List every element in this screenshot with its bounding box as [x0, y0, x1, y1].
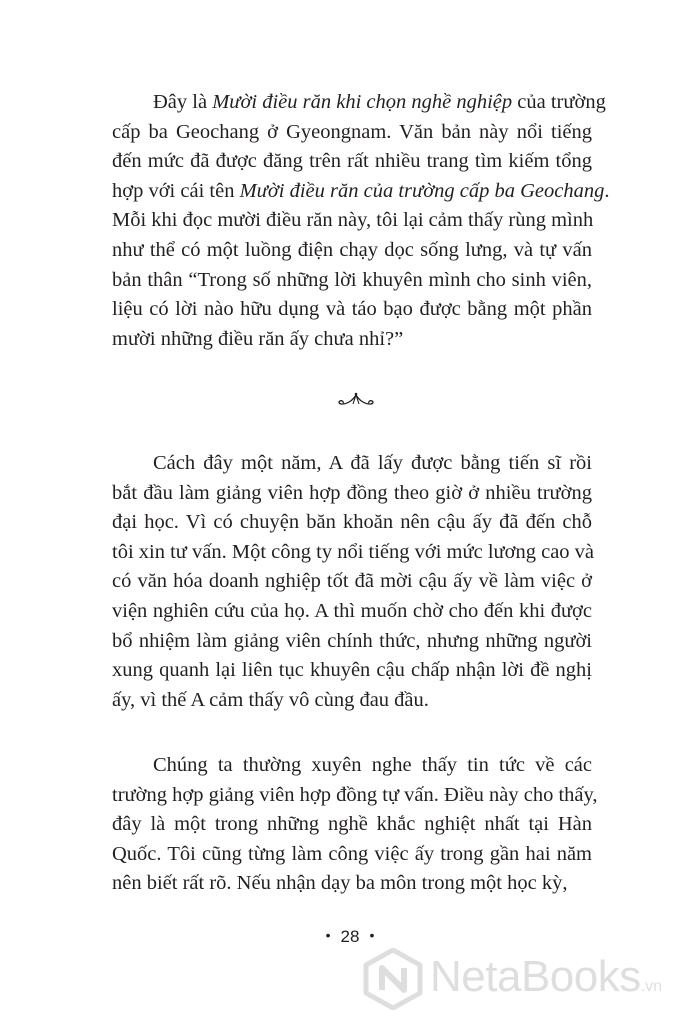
text-segment: như thể có một luồng điện chạy dọc sống lưng, và tự vấn — [112, 238, 592, 261]
italic-title-text: Mười điều răn khi chọn nghề nghiệp — [212, 91, 513, 113]
paragraph-1 — [112, 88, 610, 354]
watermark-suffix: .vn — [640, 978, 663, 995]
text-line — [112, 177, 610, 207]
text-line: viện nghiên cứu của họ. A thì muốn chờ cho đến khi được — [112, 599, 592, 622]
netabooks-logo-icon — [362, 948, 424, 1010]
text-line — [112, 236, 592, 266]
bullet-dot-icon: • — [369, 927, 375, 943]
text-segment: hợp với cái tên — [112, 179, 240, 202]
watermark-text — [430, 952, 662, 1002]
text-line: ấy, vì thế A cảm thấy vô cùng đau đầu. — [112, 688, 429, 711]
text-line — [112, 206, 592, 236]
text-line: có văn hóa doanh nghiệp tốt đã mời cậu ấy về làm việc ở — [112, 570, 592, 593]
text-segment: Mỗi khi đọc mười điều răn này, tôi lại cảm thấy rùng mình — [112, 209, 594, 232]
text-line — [112, 147, 592, 177]
text-line: xung quanh lại liên tục khuyên cậu chấp nhận lời đề nghị — [112, 659, 592, 682]
text-line: Quốc. Tôi cũng từng làm công việc ấy trong gần hai năm — [112, 842, 592, 865]
section-divider-ornament-icon — [336, 391, 376, 409]
bullet-dot-icon: • — [325, 927, 331, 943]
page-number: 28 — [340, 927, 360, 946]
text-line — [112, 325, 592, 355]
text-line: Chúng ta thường xuyên nghe thấy tin tức về các — [153, 754, 592, 776]
text-line: Cách đây một năm, A đã lấy được bằng tiến sĩ rồi — [153, 452, 592, 474]
text-line: trường hợp giảng viên hợp đồng tự vấn. Điều này cho thấy, — [112, 783, 598, 806]
text-line: nên biết rất rõ. Nếu nhận dạy ba môn trong một học kỳ, — [112, 872, 568, 895]
paragraph-3 — [112, 751, 598, 899]
text-line — [112, 88, 606, 118]
text-line — [112, 118, 592, 148]
text-segment: bản thân “Trong số những lời khuyên mình cho sinh viên, — [112, 268, 592, 291]
text-segment: cấp ba Geochang ở Gyeongnam. Văn bản này nổi tiếng — [112, 120, 592, 143]
text-line: đại học. Vì có chuyện băn khoăn nên cậu ấy đã đến chỗ — [112, 511, 592, 534]
text-line — [112, 266, 592, 296]
text-segment: mười những điều răn ấy chưa nhỉ?” — [112, 327, 404, 350]
text-line: bắt đầu làm giảng viên hợp đồng theo giờ ở nhiều trường — [112, 481, 592, 504]
text-line: bổ nhiệm làm giảng viên chính thức, nhưng những người — [112, 629, 592, 652]
text-segment: liệu có lời nào hữu dụng và táo bạo được bằng một phần — [112, 298, 592, 321]
text-line: tôi xin tư vấn. Một công ty nổi tiếng với mức lương cao và — [112, 540, 595, 563]
text-line — [112, 295, 592, 325]
text-line: đây là một trong những nghề khắc nghiệt nhất tại Hàn — [112, 813, 592, 836]
text-segment: đến mức đã được đăng trên rất nhiều trang tìm kiếm tổng — [112, 150, 592, 173]
paragraph-2 — [112, 449, 595, 715]
text-segment: của trường — [512, 91, 606, 113]
netabooks-watermark — [362, 944, 692, 1024]
italic-title-text: Mười điều răn của trường cấp ba Geochang — [239, 179, 605, 202]
watermark-brand: NetaBooks — [430, 952, 641, 1001]
text-segment: Đây là — [153, 91, 213, 113]
text-segment: . — [604, 179, 610, 202]
